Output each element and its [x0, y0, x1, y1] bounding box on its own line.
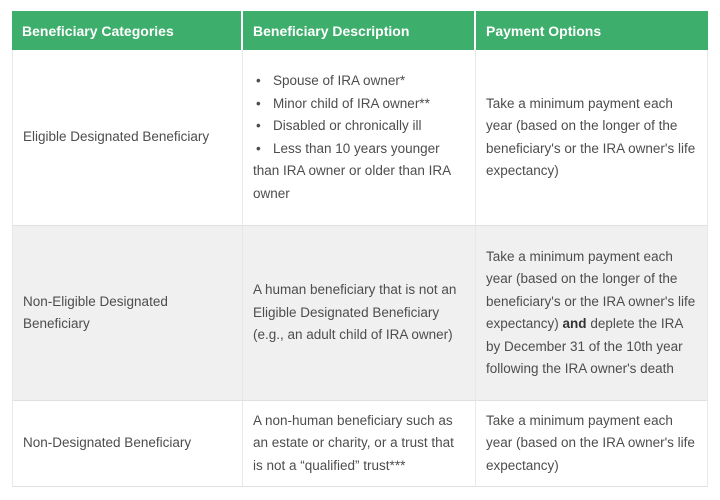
- table-row: [12, 226, 708, 401]
- bullet-icon: •: [256, 95, 261, 111]
- description-cell: A human beneficiary that is not an Eligible Designated Beneficiary (e.g., an adult child of IRA owner): [243, 226, 476, 401]
- list-item: [253, 70, 465, 93]
- list-item: [253, 93, 465, 116]
- beneficiary-table: [12, 11, 708, 487]
- category-cell: Eligible Designated Beneficiary: [12, 50, 243, 226]
- payment-cell: Take a minimum payment each year (based on the longer of the beneficiary's or the IRA owner's life expectancy): [476, 50, 708, 226]
- table-row: [12, 50, 708, 226]
- list-item: [253, 138, 465, 206]
- payment-text-before: Take a minimum payment each year (based on the longer of the beneficiary's or the IRA owner's life expectancy): [486, 248, 696, 331]
- list-item-text: Disabled or chronically ill: [273, 118, 422, 133]
- payment-text-after: deplete the IRA by December 31 of the 10th year following the IRA owner's death: [486, 316, 683, 376]
- description-cell: [243, 50, 476, 226]
- description-cell: A non-human beneficiary such as an estate or charity, or a trust that is not a “qualified” trust***: [243, 401, 476, 487]
- list-item-text: Less than 10 years younger than IRA owner or older than IRA owner: [253, 140, 451, 201]
- list-item-text: Minor child of IRA owner**: [273, 95, 430, 111]
- list-item-text: Spouse of IRA owner*: [273, 73, 406, 88]
- table-header-row: [12, 11, 708, 50]
- eligible-list: [253, 70, 465, 205]
- payment-cell: [476, 226, 708, 401]
- bullet-icon: •: [256, 73, 261, 88]
- list-item: [253, 115, 465, 138]
- category-cell: Non-Eligible Designated Beneficiary: [12, 226, 243, 401]
- payment-cell: Take a minimum payment each year (based on the IRA owner's life expectancy): [476, 401, 708, 487]
- header-beneficiary-description: Beneficiary Description: [243, 11, 476, 50]
- category-cell: Non-Designated Beneficiary: [12, 401, 243, 487]
- bullet-icon: •: [256, 118, 261, 133]
- bullet-icon: •: [256, 140, 261, 156]
- header-beneficiary-categories: Beneficiary Categories: [12, 11, 243, 50]
- payment-text-bold: and: [562, 316, 587, 331]
- beneficiary-table-container: [12, 11, 708, 487]
- table-row: [12, 401, 708, 487]
- header-payment-options: Payment Options: [476, 11, 708, 50]
